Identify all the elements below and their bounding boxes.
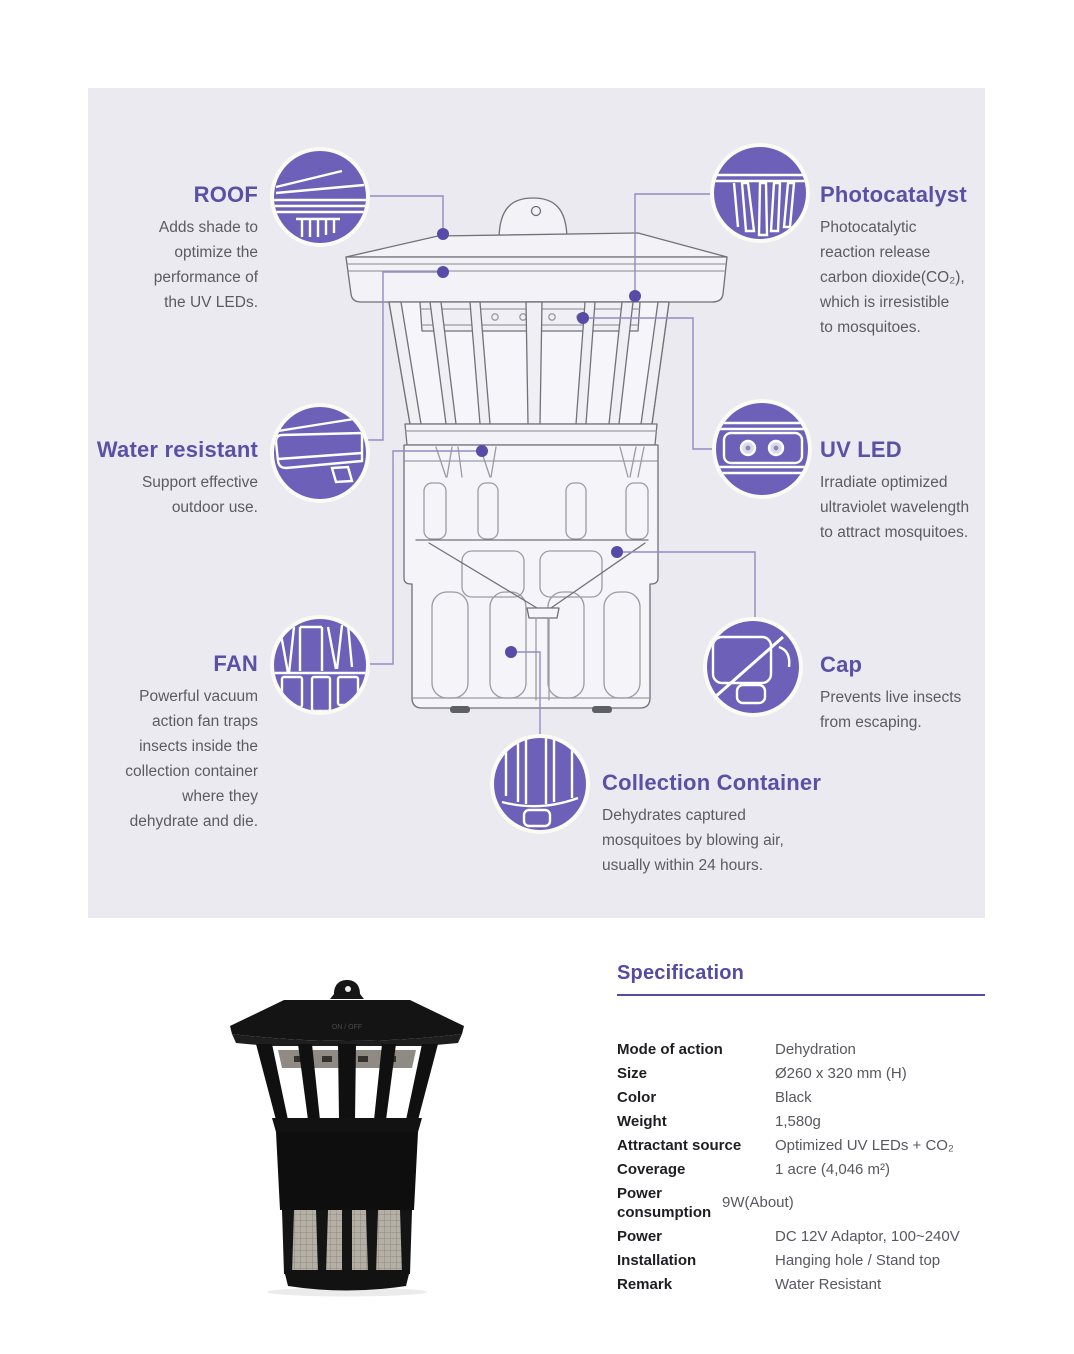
spec-row-remark: Remark Water Resistant: [617, 1275, 882, 1293]
roof-power-label: ON / OFF: [331, 1024, 363, 1031]
photocatalyst-zoom-icon: [708, 141, 812, 245]
callout-water-resistant-desc: Support effective outdoor use.: [141, 474, 258, 516]
callout-photocatalyst-title: Photocatalyst: [820, 182, 967, 207]
callout-collection-container-title: Collection Container: [602, 770, 822, 795]
water-resistant-zoom-icon: [268, 401, 372, 505]
callout-roof-title: ROOF: [193, 182, 258, 207]
callout-fan-desc: Powerful vacuum action fan traps insects inside the collection container where they dehydrate and die.: [125, 688, 258, 830]
roof-zoom-icon: [268, 145, 372, 249]
callout-cap-desc: Prevents live insects from escaping.: [820, 689, 962, 731]
product-photo: [222, 968, 472, 1298]
callout-water-resistant-title: Water resistant: [96, 437, 258, 462]
spec-row-mode-of-action: Mode of action Dehydration: [617, 1040, 856, 1058]
callout-cap-title: Cap: [820, 652, 863, 677]
trap-roof: [230, 1000, 464, 1049]
cap-zoom-icon: [701, 615, 805, 719]
spec-row-power-consumption: Power consumption 9W(About): [617, 1184, 794, 1221]
trap-hanging-knob: [330, 980, 364, 999]
trap-body: [276, 1132, 418, 1210]
spec-row-color: Color Black: [617, 1088, 812, 1106]
callout-uv-led: [820, 437, 1015, 545]
specification-section: [617, 962, 985, 1296]
fan-zoom-icon: [268, 613, 372, 717]
callout-collection-container: [602, 770, 852, 878]
callout-fan-title: FAN: [213, 651, 258, 676]
callout-uv-led-title: UV LED: [820, 437, 902, 462]
callout-fan: [48, 651, 258, 834]
spec-row-weight: Weight 1,580g: [617, 1112, 821, 1130]
callout-photocatalyst: [820, 182, 1010, 340]
callout-water-resistant: [48, 437, 258, 520]
callout-roof-desc: Adds shade to optimize the performance of the UV LEDs.: [153, 219, 258, 311]
callout-collection-container-desc: Dehydrates captured mosquitoes by blowing air, usually within 24 hours.: [602, 807, 784, 874]
spec-row-coverage: Coverage 1 acre (4,046 m²): [617, 1160, 891, 1178]
spec-row-installation: Installation Hanging hole / Stand top: [617, 1251, 941, 1269]
collection-container-zoom-icon: [488, 732, 592, 836]
trap-cage: [256, 1044, 438, 1132]
spec-row-power: Power DC 12V Adaptor, 100~240V: [617, 1227, 960, 1245]
callout-cap: [820, 652, 1015, 735]
trap-mesh-container: [282, 1210, 412, 1291]
spec-row-attractant-source: Attractant source Optimized UV LEDs + CO₂: [617, 1136, 954, 1154]
specification-table: [617, 1037, 985, 1296]
callout-photocatalyst-desc: Photocatalytic reaction release carbon dioxide(CO₂), which is irresistible to mosquitoes.: [820, 219, 965, 336]
callout-uv-led-desc: Irradiate optimized ultraviolet wavelength to attract mosquitoes.: [820, 474, 970, 541]
specification-title: Specification: [617, 962, 985, 996]
callout-roof: [48, 182, 258, 315]
uv-led-zoom-icon: [710, 397, 814, 501]
spec-row-size: Size Ø260 x 320 mm (H): [617, 1064, 907, 1082]
